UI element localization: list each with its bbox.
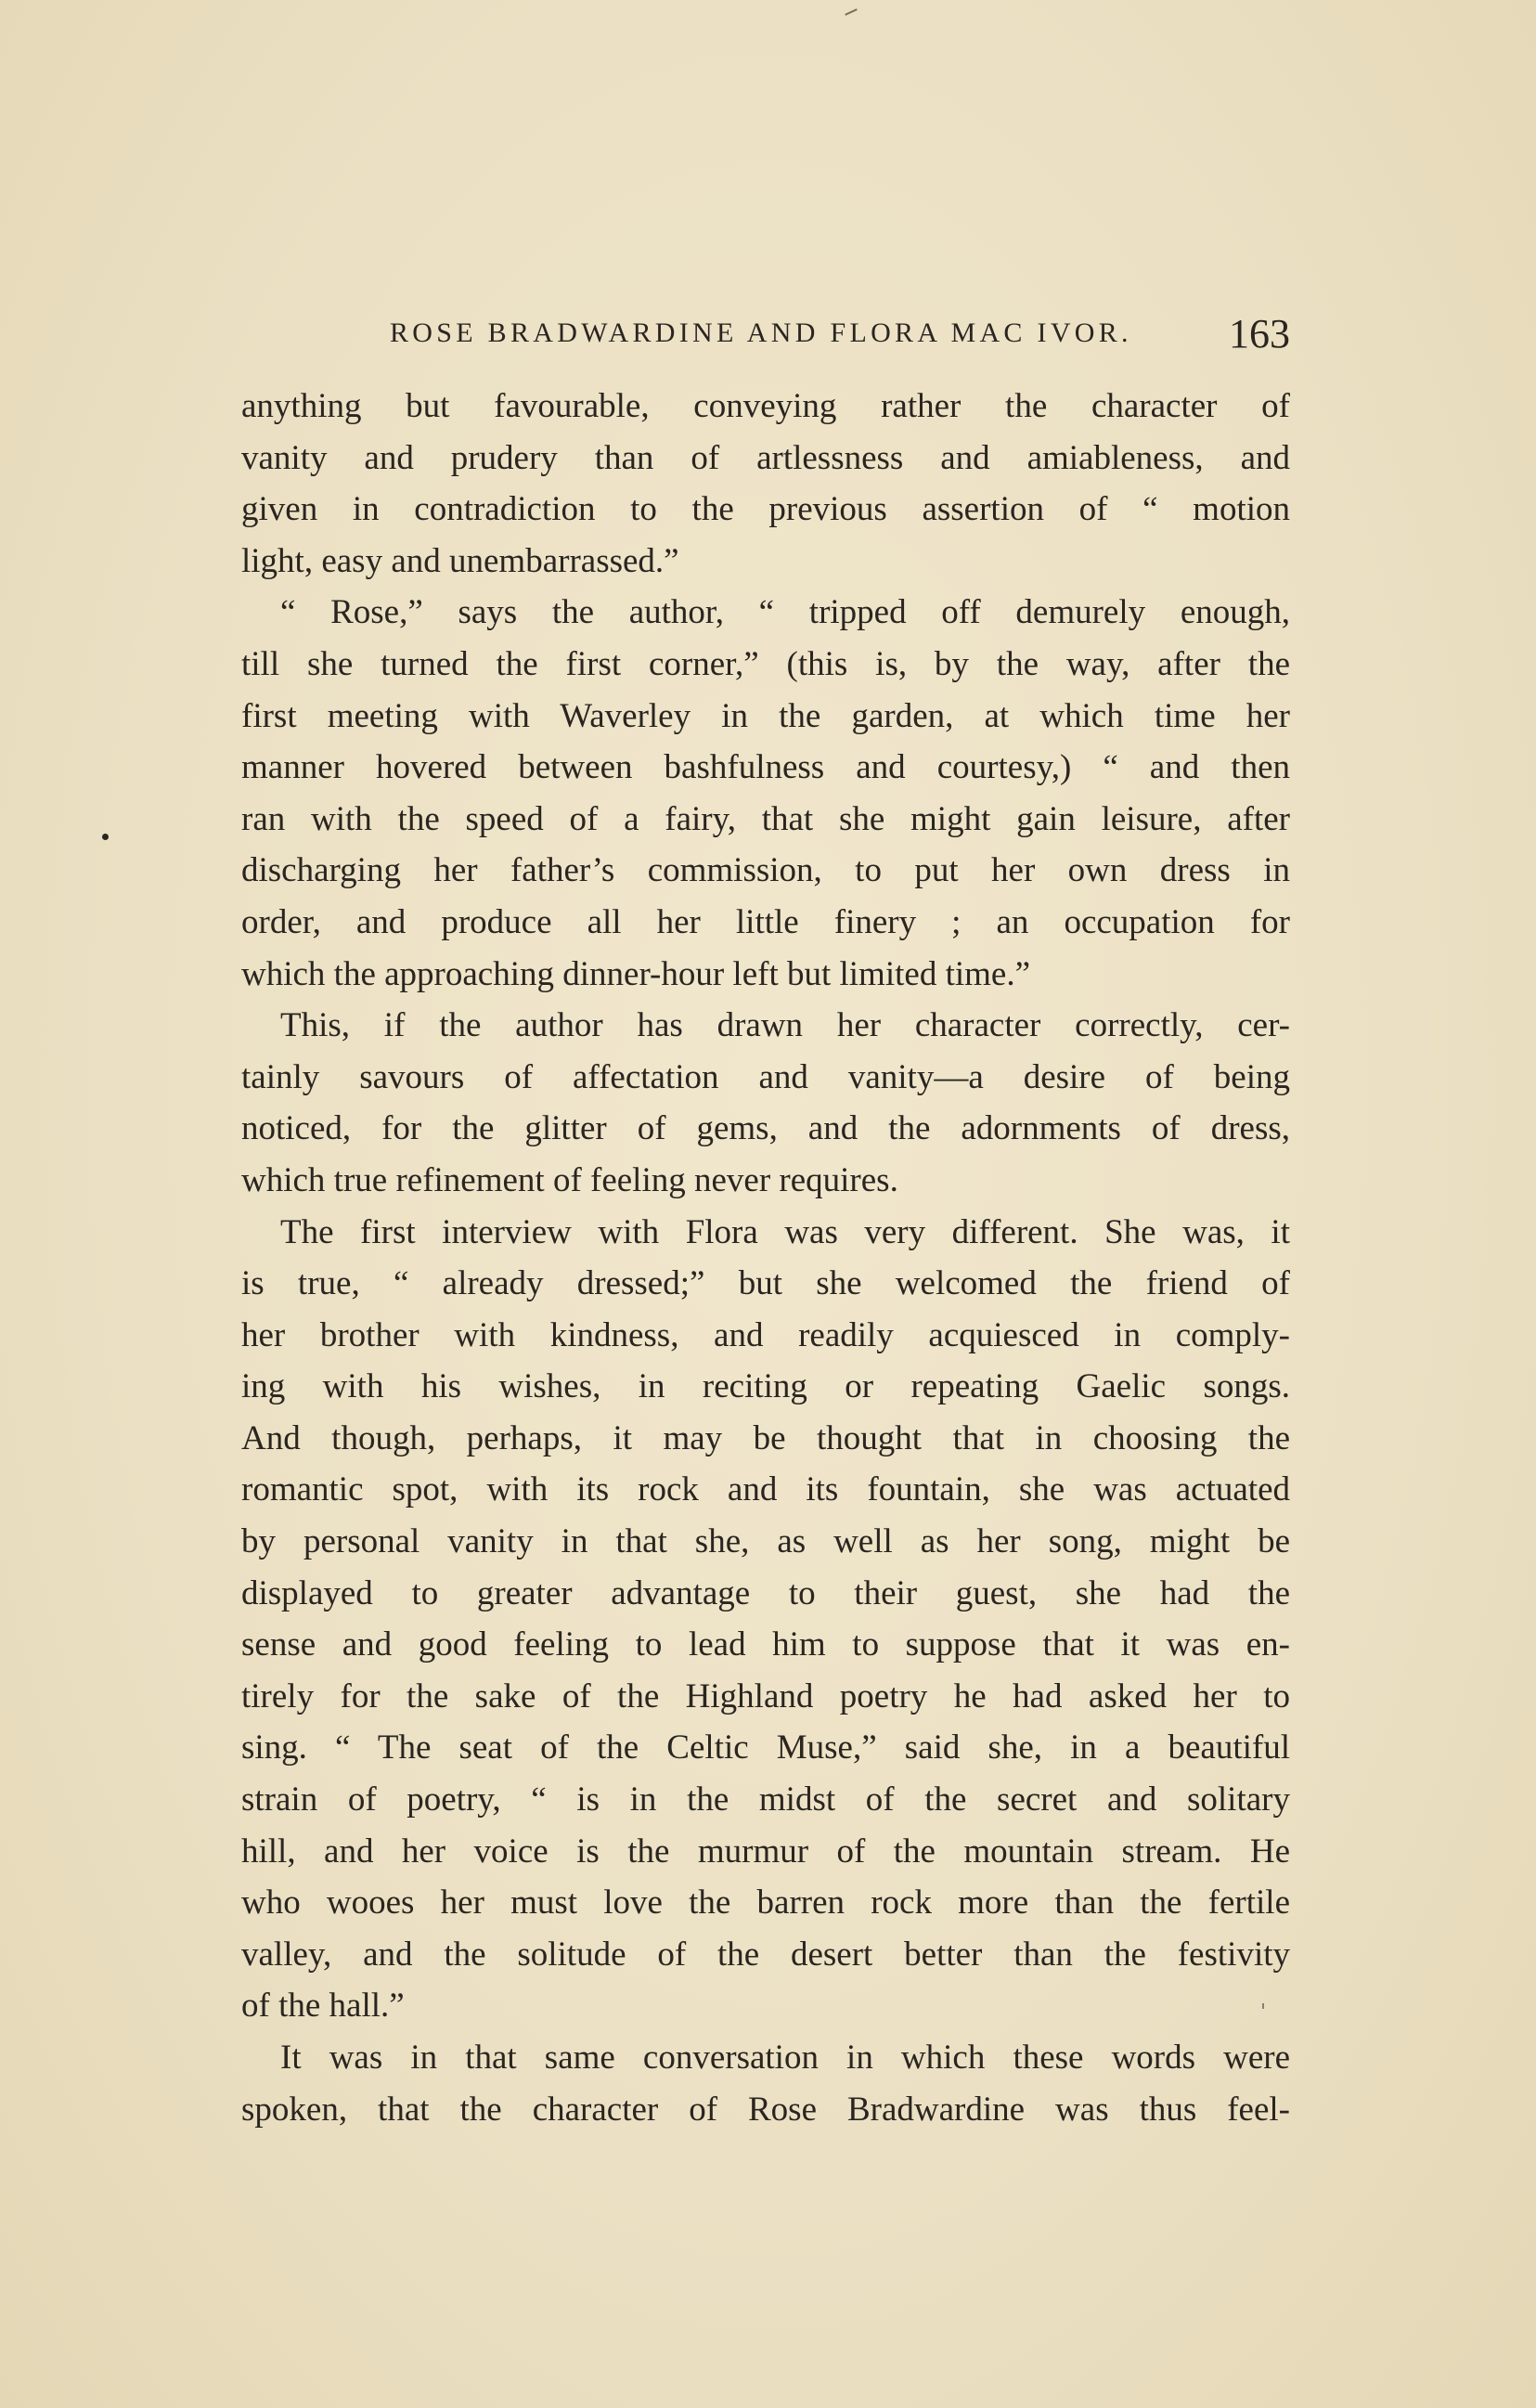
text-line: first meeting with Waverley in the garden, at which time her	[241, 696, 1290, 735]
text-line: manner hovered between bashfulness and courtesy,) “ and then	[241, 748, 1290, 787]
text-line: vanity and prudery than of artlessness and amiableness, and	[241, 438, 1290, 477]
text-line: by personal vanity in that she, as well as her song, might be	[241, 1522, 1290, 1561]
page-number: 163	[1229, 311, 1290, 356]
text-line: This, if the author has drawn her character correctly, cer-	[280, 1006, 1290, 1045]
running-head	[241, 311, 1290, 360]
text-line: ran with the speed of a fairy, that she might gain leisure, after	[241, 799, 1290, 838]
text-line: is true, “ already dressed;” but she welcomed the friend of	[241, 1264, 1290, 1303]
text-line: sense and good feeling to lead him to suppose that it was en-	[241, 1625, 1290, 1664]
paper-speck	[1262, 2003, 1264, 2009]
text-line: order, and produce all her little finery ; an occupation for	[241, 902, 1290, 941]
text-line: And though, perhaps, it may be thought that in choosing the	[241, 1418, 1290, 1457]
text-line: ing with his wishes, in reciting or repeating Gaelic songs.	[241, 1367, 1290, 1406]
text-line: tirely for the sake of the Highland poetry he had asked her to	[241, 1677, 1290, 1715]
body-text	[241, 381, 1290, 2135]
text-line: given in contradiction to the previous assertion of “ motion	[241, 490, 1290, 529]
text-line: which the approaching dinner-hour left but limited time.”	[241, 954, 1031, 993]
text-line: discharging her father’s commission, to put her own dress in	[241, 851, 1290, 890]
text-line: till she turned the first corner,” (this is, by the way, after the	[241, 644, 1290, 683]
text-line: of the hall.”	[241, 1987, 405, 2026]
text-line: “ Rose,” says the author, “ tripped off demurely enough,	[280, 593, 1290, 632]
margin-dot	[102, 834, 109, 840]
text-line: sing. “ The seat of the Celtic Muse,” said she, in a beautiful	[241, 1728, 1290, 1767]
text-line: romantic spot, with its rock and its fountain, she was actuated	[241, 1470, 1290, 1509]
text-line: her brother with kindness, and readily acquiesced in comply-	[241, 1315, 1290, 1354]
text-line: displayed to greater advantage to their guest, she had the	[241, 1573, 1290, 1612]
text-line: anything but favourable, conveying rather the character of	[241, 387, 1290, 425]
text-line: valley, and the solitude of the desert better than the festivity	[241, 1935, 1290, 1974]
text-line: hill, and her voice is the murmur of the mountain stream. He	[241, 1832, 1290, 1871]
text-line: strain of poetry, “ is in the midst of the secret and solitary	[241, 1780, 1290, 1819]
text-line: which true refinement of feeling never requires.	[241, 1160, 898, 1199]
text-line: spoken, that the character of Rose Bradwardine was thus feel-	[241, 2090, 1290, 2129]
running-title: ROSE BRADWARDINE AND FLORA MAC IVOR.	[390, 317, 1132, 348]
text-line: It was in that same conversation in which these words were	[280, 2039, 1290, 2077]
text-line: The first interview with Flora was very different. She was, it	[280, 1212, 1290, 1251]
text-line: who wooes her must love the barren rock more than the fertile	[241, 1884, 1290, 1923]
text-line: noticed, for the glitter of gems, and the adornments of dress,	[241, 1109, 1290, 1148]
text-line: light, easy and unembarrassed.”	[241, 541, 679, 580]
paper-mark	[845, 8, 858, 16]
text-line: tainly savours of affectation and vanity—a desire of being	[241, 1057, 1290, 1096]
